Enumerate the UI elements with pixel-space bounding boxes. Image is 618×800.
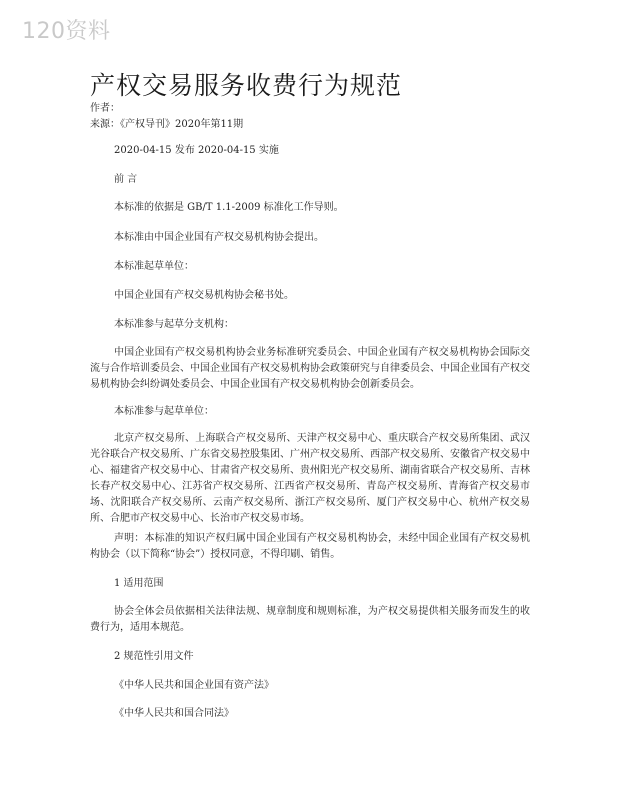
paragraph: 本标准参与起草单位： <box>114 406 214 417</box>
paragraph: 本标准由中国企业国有产权交易机构协会提出。 <box>114 232 324 243</box>
section-heading: 1 适用范围 <box>114 578 164 589</box>
paragraph: 协会全体会员依据相关法律法规、规章制度和规则标准，为产权交易提供相关服务而发生的收费行为，适用本规范。 <box>90 606 530 633</box>
release-dates: 2020-04-15 发布 2020-04-15 实施 <box>114 145 279 156</box>
paragraph: 本标准参与起草分支机构： <box>114 319 234 330</box>
reference-item: 《中华人民共和国企业国有资产法》 <box>114 680 274 691</box>
paragraph: 北京产权交易所、上海联合产权交易所、天津产权交易中心、重庆联合产权交易所集团、武汉光谷联合产权交易所、广东省交易控股集团、广州产权交易所、西部产权交易所、安徽省产权交易中心、福建省产权交易中心、甘肃省产权交易所、贵州阳光产权交易所、湖南省联合产权交易所、吉林长春产权交易中心、江苏省产权交易所、江西省产权交易所、青岛产权交易所、青海省产权交易市场、沈阳联合产权交易所、云南产权交易所、浙江产权交易所、厦门产权交易中心、杭州产权交易所、合肥市产权交易中心、长治市产权交易市场。 <box>90 433 530 524</box>
paragraph: 本标准起草单位： <box>114 261 194 272</box>
page-title: 产权交易服务收费行为规范 <box>90 71 403 100</box>
reference-item: 《中华人民共和国合同法》 <box>114 708 234 719</box>
preface-heading: 前 言 <box>114 174 138 185</box>
paragraph: 中国企业国有产权交易机构协会秘书处。 <box>114 290 294 301</box>
source-line: 来源：《产权导刊》2020年第11期 <box>90 119 244 130</box>
author-line: 作者： <box>90 103 120 114</box>
watermark: 120资料 <box>22 19 111 44</box>
paragraph: 声明：本标准的知识产权归属中国企业国有产权交易机构协会，未经中国企业国有产权交易机构协会（以下简称“协会”）授权同意，不得印刷、销售。 <box>90 533 530 560</box>
paragraph: 本标准的依据是 GB/T 1.1-2009 标准化工作导则。 <box>114 202 344 213</box>
paragraph: 中国企业国有产权交易机构协会业务标准研究委员会、中国企业国有产权交易机构协会国际交流与合作培训委员会、中国企业国有产权交易机构协会政策研究与自律委员会、中国企业国有产权交易机构协会纠纷调处委员会、中国企业国有产权交易机构协会创新委员会。 <box>90 347 530 390</box>
section-heading: 2 规范性引用文件 <box>114 651 194 662</box>
